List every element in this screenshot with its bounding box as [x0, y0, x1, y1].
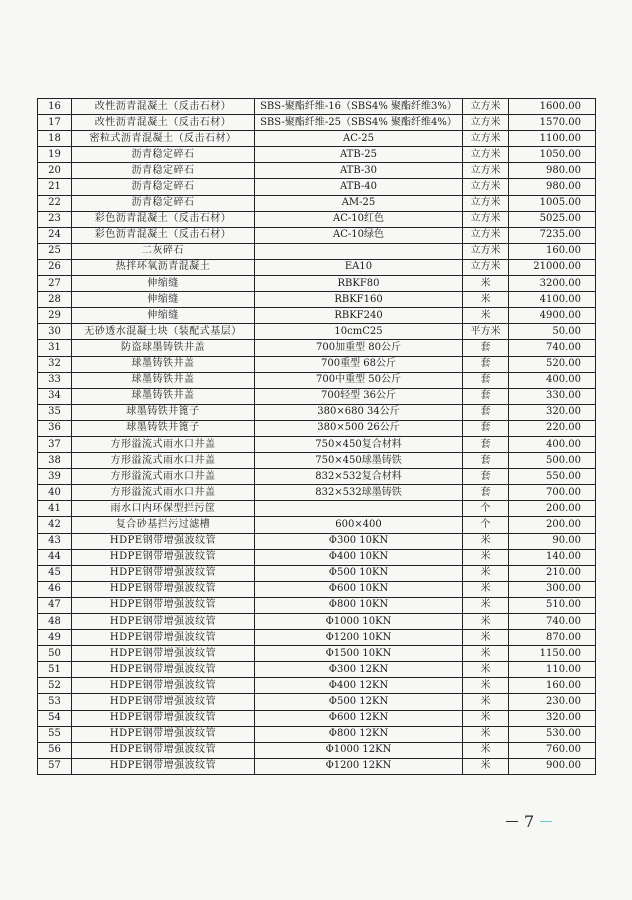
price-cell: 740.00	[509, 340, 596, 356]
material-name-cell: 沥青稳定碎石	[72, 195, 255, 211]
table-row	[38, 501, 596, 517]
row-number-cell: 25	[38, 243, 72, 259]
table-row	[38, 614, 596, 630]
price-cell: 140.00	[509, 549, 596, 565]
row-number-cell: 31	[38, 340, 72, 356]
row-number-cell: 16	[38, 99, 72, 115]
price-table-body	[38, 99, 596, 775]
material-name-cell: HDPE钢带增强波纹管	[72, 549, 255, 565]
specification-cell: 10cmC25	[255, 324, 463, 340]
unit-cell: 套	[463, 469, 509, 485]
table-row	[38, 581, 596, 597]
unit-cell: 立方米	[463, 99, 509, 115]
material-name-cell: HDPE钢带增强波纹管	[72, 565, 255, 581]
price-cell: 980.00	[509, 179, 596, 195]
row-number-cell: 51	[38, 662, 72, 678]
specification-cell	[255, 501, 463, 517]
row-number-cell: 40	[38, 485, 72, 501]
table-row	[38, 485, 596, 501]
table-row	[38, 549, 596, 565]
material-name-cell: 球墨铸铁井盖	[72, 356, 255, 372]
unit-cell: 立方米	[463, 243, 509, 259]
specification-cell: Φ1000 10KN	[255, 614, 463, 630]
unit-cell: 套	[463, 436, 509, 452]
row-number-cell: 50	[38, 646, 72, 662]
specification-cell: Φ1200 10KN	[255, 630, 463, 646]
row-number-cell: 37	[38, 436, 72, 452]
material-name-cell: 沥青稳定碎石	[72, 147, 255, 163]
table-row	[38, 726, 596, 742]
specification-cell: 750×450复合材料	[255, 436, 463, 452]
row-number-cell: 18	[38, 131, 72, 147]
row-number-cell: 34	[38, 388, 72, 404]
table-row	[38, 517, 596, 533]
table-row	[38, 710, 596, 726]
table-row	[38, 388, 596, 404]
row-number-cell: 23	[38, 211, 72, 227]
row-number-cell: 33	[38, 372, 72, 388]
material-name-cell: 复合砂基拦污过滤槽	[72, 517, 255, 533]
material-name-cell: 球墨铸铁井篦子	[72, 404, 255, 420]
table-row	[38, 420, 596, 436]
unit-cell: 套	[463, 404, 509, 420]
unit-cell: 套	[463, 356, 509, 372]
price-cell: 400.00	[509, 436, 596, 452]
specification-cell: Φ300 12KN	[255, 662, 463, 678]
row-number-cell: 30	[38, 324, 72, 340]
specification-cell: Φ1500 10KN	[255, 646, 463, 662]
price-cell: 1050.00	[509, 147, 596, 163]
specification-cell: 700加重型 80公斤	[255, 340, 463, 356]
specification-cell: Φ800 12KN	[255, 726, 463, 742]
specification-cell	[255, 243, 463, 259]
table-row	[38, 597, 596, 613]
row-number-cell: 26	[38, 259, 72, 275]
material-name-cell: HDPE钢带增强波纹管	[72, 710, 255, 726]
table-row	[38, 646, 596, 662]
material-name-cell: 密粒式沥青混凝土（反击石材）	[72, 131, 255, 147]
price-table	[37, 98, 596, 775]
unit-cell: 米	[463, 710, 509, 726]
specification-cell: RBKF80	[255, 276, 463, 292]
material-name-cell: 无砂透水混凝土块（装配式基层）	[72, 324, 255, 340]
specification-cell: Φ500 10KN	[255, 565, 463, 581]
price-cell: 530.00	[509, 726, 596, 742]
material-name-cell: 热拌环氧沥青混凝土	[72, 259, 255, 275]
material-name-cell: HDPE钢带增强波纹管	[72, 662, 255, 678]
table-row	[38, 372, 596, 388]
table-row	[38, 453, 596, 469]
footer-dash-left	[506, 821, 518, 823]
table-row	[38, 630, 596, 646]
unit-cell: 套	[463, 485, 509, 501]
price-cell: 500.00	[509, 453, 596, 469]
price-cell: 210.00	[509, 565, 596, 581]
unit-cell: 套	[463, 453, 509, 469]
price-cell: 1100.00	[509, 131, 596, 147]
unit-cell: 米	[463, 630, 509, 646]
specification-cell: Φ800 10KN	[255, 597, 463, 613]
specification-cell: RBKF160	[255, 292, 463, 308]
material-name-cell: HDPE钢带增强波纹管	[72, 597, 255, 613]
unit-cell: 平方米	[463, 324, 509, 340]
price-cell: 4900.00	[509, 308, 596, 324]
row-number-cell: 53	[38, 694, 72, 710]
material-name-cell: 方形溢流式雨水口井盖	[72, 453, 255, 469]
row-number-cell: 35	[38, 404, 72, 420]
price-cell: 200.00	[509, 517, 596, 533]
table-row	[38, 565, 596, 581]
material-name-cell: 伸缩缝	[72, 308, 255, 324]
table-row	[38, 678, 596, 694]
row-number-cell: 32	[38, 356, 72, 372]
table-row	[38, 662, 596, 678]
material-name-cell: 方形溢流式雨水口井盖	[72, 436, 255, 452]
material-name-cell: 球墨铸铁井盖	[72, 388, 255, 404]
specification-cell: AC-10红色	[255, 211, 463, 227]
unit-cell: 米	[463, 565, 509, 581]
row-number-cell: 54	[38, 710, 72, 726]
price-cell: 50.00	[509, 324, 596, 340]
price-cell: 520.00	[509, 356, 596, 372]
unit-cell: 米	[463, 549, 509, 565]
price-cell: 1005.00	[509, 195, 596, 211]
unit-cell: 立方米	[463, 195, 509, 211]
specification-cell: Φ1000 12KN	[255, 742, 463, 758]
material-name-cell: 二灰碎石	[72, 243, 255, 259]
material-name-cell: 伸缩缝	[72, 276, 255, 292]
table-row	[38, 340, 596, 356]
material-name-cell: 球墨铸铁井篦子	[72, 420, 255, 436]
price-cell: 1150.00	[509, 646, 596, 662]
unit-cell: 米	[463, 533, 509, 549]
table-row	[38, 292, 596, 308]
material-name-cell: 改性沥青混凝土（反击石材）	[72, 115, 255, 131]
table-row	[38, 436, 596, 452]
material-name-cell: 防盗球墨铸铁井盖	[72, 340, 255, 356]
row-number-cell: 19	[38, 147, 72, 163]
unit-cell: 米	[463, 694, 509, 710]
price-cell: 760.00	[509, 742, 596, 758]
page-footer	[500, 812, 558, 831]
price-cell: 980.00	[509, 163, 596, 179]
row-number-cell: 56	[38, 742, 72, 758]
unit-cell: 立方米	[463, 131, 509, 147]
table-row	[38, 211, 596, 227]
specification-cell: EA10	[255, 259, 463, 275]
unit-cell: 米	[463, 292, 509, 308]
row-number-cell: 46	[38, 581, 72, 597]
specification-cell: 750×450球墨铸铁	[255, 453, 463, 469]
table-row	[38, 276, 596, 292]
unit-cell: 米	[463, 678, 509, 694]
material-name-cell: HDPE钢带增强波纹管	[72, 758, 255, 774]
unit-cell: 米	[463, 758, 509, 774]
specification-cell: 700轻型 36公斤	[255, 388, 463, 404]
material-name-cell: HDPE钢带增强波纹管	[72, 726, 255, 742]
price-cell: 5025.00	[509, 211, 596, 227]
price-cell: 160.00	[509, 243, 596, 259]
specification-cell: ATB-40	[255, 179, 463, 195]
specification-cell: 600×400	[255, 517, 463, 533]
unit-cell: 套	[463, 340, 509, 356]
row-number-cell: 57	[38, 758, 72, 774]
row-number-cell: 27	[38, 276, 72, 292]
unit-cell: 立方米	[463, 163, 509, 179]
table-row	[38, 179, 596, 195]
table-row	[38, 243, 596, 259]
row-number-cell: 36	[38, 420, 72, 436]
row-number-cell: 49	[38, 630, 72, 646]
row-number-cell: 42	[38, 517, 72, 533]
unit-cell: 套	[463, 420, 509, 436]
price-cell: 160.00	[509, 678, 596, 694]
unit-cell: 个	[463, 501, 509, 517]
price-cell: 330.00	[509, 388, 596, 404]
price-cell: 7235.00	[509, 227, 596, 243]
table-row	[38, 356, 596, 372]
table-row	[38, 163, 596, 179]
specification-cell: 700重型 68公斤	[255, 356, 463, 372]
price-cell: 320.00	[509, 404, 596, 420]
unit-cell: 立方米	[463, 259, 509, 275]
table-row	[38, 131, 596, 147]
row-number-cell: 43	[38, 533, 72, 549]
row-number-cell: 44	[38, 549, 72, 565]
material-name-cell: HDPE钢带增强波纹管	[72, 678, 255, 694]
specification-cell: SBS-聚酯纤维-16（SBS4% 聚酯纤维3%）	[255, 99, 463, 115]
price-cell: 900.00	[509, 758, 596, 774]
material-name-cell: 方形溢流式雨水口井盖	[72, 485, 255, 501]
material-name-cell: HDPE钢带增强波纹管	[72, 533, 255, 549]
price-cell: 90.00	[509, 533, 596, 549]
table-row	[38, 99, 596, 115]
specification-cell: ATB-25	[255, 147, 463, 163]
row-number-cell: 22	[38, 195, 72, 211]
material-name-cell: 彩色沥青混凝土（反击石材）	[72, 227, 255, 243]
material-name-cell: 方形溢流式雨水口井盖	[72, 469, 255, 485]
specification-cell: Φ1200 12KN	[255, 758, 463, 774]
specification-cell: Φ600 12KN	[255, 710, 463, 726]
unit-cell: 米	[463, 646, 509, 662]
price-cell: 21000.00	[509, 259, 596, 275]
material-name-cell: HDPE钢带增强波纹管	[72, 694, 255, 710]
price-cell: 400.00	[509, 372, 596, 388]
price-cell: 700.00	[509, 485, 596, 501]
unit-cell: 套	[463, 388, 509, 404]
table-row	[38, 227, 596, 243]
specification-cell: 380×500 26公斤	[255, 420, 463, 436]
material-name-cell: 伸缩缝	[72, 292, 255, 308]
unit-cell: 米	[463, 614, 509, 630]
specification-cell: AC-10绿色	[255, 227, 463, 243]
price-cell: 230.00	[509, 694, 596, 710]
row-number-cell: 21	[38, 179, 72, 195]
unit-cell: 米	[463, 276, 509, 292]
price-cell: 300.00	[509, 581, 596, 597]
material-name-cell: 沥青稳定碎石	[72, 179, 255, 195]
table-row	[38, 758, 596, 774]
price-cell: 1600.00	[509, 99, 596, 115]
specification-cell: ATB-30	[255, 163, 463, 179]
unit-cell: 套	[463, 372, 509, 388]
price-cell: 200.00	[509, 501, 596, 517]
material-name-cell: 球墨铸铁井盖	[72, 372, 255, 388]
material-name-cell: HDPE钢带增强波纹管	[72, 742, 255, 758]
table-row	[38, 115, 596, 131]
specification-cell: 832×532复合材料	[255, 469, 463, 485]
row-number-cell: 55	[38, 726, 72, 742]
price-cell: 3200.00	[509, 276, 596, 292]
table-row	[38, 742, 596, 758]
price-cell: 510.00	[509, 597, 596, 613]
table-row	[38, 694, 596, 710]
table-row	[38, 404, 596, 420]
unit-cell: 立方米	[463, 115, 509, 131]
row-number-cell: 41	[38, 501, 72, 517]
page-number: 7	[524, 812, 535, 831]
table-row	[38, 533, 596, 549]
table-row	[38, 324, 596, 340]
row-number-cell: 20	[38, 163, 72, 179]
specification-cell: 700中重型 50公斤	[255, 372, 463, 388]
unit-cell: 立方米	[463, 211, 509, 227]
table-row	[38, 259, 596, 275]
row-number-cell: 38	[38, 453, 72, 469]
row-number-cell: 29	[38, 308, 72, 324]
unit-cell: 个	[463, 517, 509, 533]
unit-cell: 米	[463, 581, 509, 597]
price-cell: 4100.00	[509, 292, 596, 308]
material-name-cell: HDPE钢带增强波纹管	[72, 630, 255, 646]
price-cell: 870.00	[509, 630, 596, 646]
row-number-cell: 28	[38, 292, 72, 308]
material-name-cell: 雨水口内环保型拦污筐	[72, 501, 255, 517]
material-name-cell: 沥青稳定碎石	[72, 163, 255, 179]
price-cell: 320.00	[509, 710, 596, 726]
material-name-cell: 改性沥青混凝土（反击石材）	[72, 99, 255, 115]
footer-dash-right	[540, 821, 552, 823]
specification-cell: 380×680 34公斤	[255, 404, 463, 420]
row-number-cell: 47	[38, 597, 72, 613]
unit-cell: 米	[463, 742, 509, 758]
specification-cell: Φ600 10KN	[255, 581, 463, 597]
specification-cell: RBKF240	[255, 308, 463, 324]
table-row	[38, 147, 596, 163]
table-row	[38, 195, 596, 211]
material-name-cell: HDPE钢带增强波纹管	[72, 581, 255, 597]
material-name-cell: HDPE钢带增强波纹管	[72, 646, 255, 662]
specification-cell: AC-25	[255, 131, 463, 147]
row-number-cell: 17	[38, 115, 72, 131]
unit-cell: 米	[463, 308, 509, 324]
table-row	[38, 308, 596, 324]
unit-cell: 立方米	[463, 227, 509, 243]
specification-cell: AM-25	[255, 195, 463, 211]
specification-cell: SBS-聚酯纤维-25（SBS4% 聚酯纤维4%）	[255, 115, 463, 131]
row-number-cell: 48	[38, 614, 72, 630]
price-cell: 1570.00	[509, 115, 596, 131]
price-cell: 110.00	[509, 662, 596, 678]
price-cell: 550.00	[509, 469, 596, 485]
unit-cell: 立方米	[463, 147, 509, 163]
row-number-cell: 52	[38, 678, 72, 694]
price-cell: 220.00	[509, 420, 596, 436]
specification-cell: Φ500 12KN	[255, 694, 463, 710]
row-number-cell: 39	[38, 469, 72, 485]
table-row	[38, 469, 596, 485]
specification-cell: Φ400 10KN	[255, 549, 463, 565]
specification-cell: Φ300 10KN	[255, 533, 463, 549]
unit-cell: 米	[463, 662, 509, 678]
material-name-cell: 彩色沥青混凝土（反击石材）	[72, 211, 255, 227]
row-number-cell: 45	[38, 565, 72, 581]
row-number-cell: 24	[38, 227, 72, 243]
unit-cell: 米	[463, 726, 509, 742]
price-cell: 740.00	[509, 614, 596, 630]
unit-cell: 立方米	[463, 179, 509, 195]
unit-cell: 米	[463, 597, 509, 613]
specification-cell: 832×532球墨铸铁	[255, 485, 463, 501]
specification-cell: Φ400 12KN	[255, 678, 463, 694]
material-name-cell: HDPE钢带增强波纹管	[72, 614, 255, 630]
